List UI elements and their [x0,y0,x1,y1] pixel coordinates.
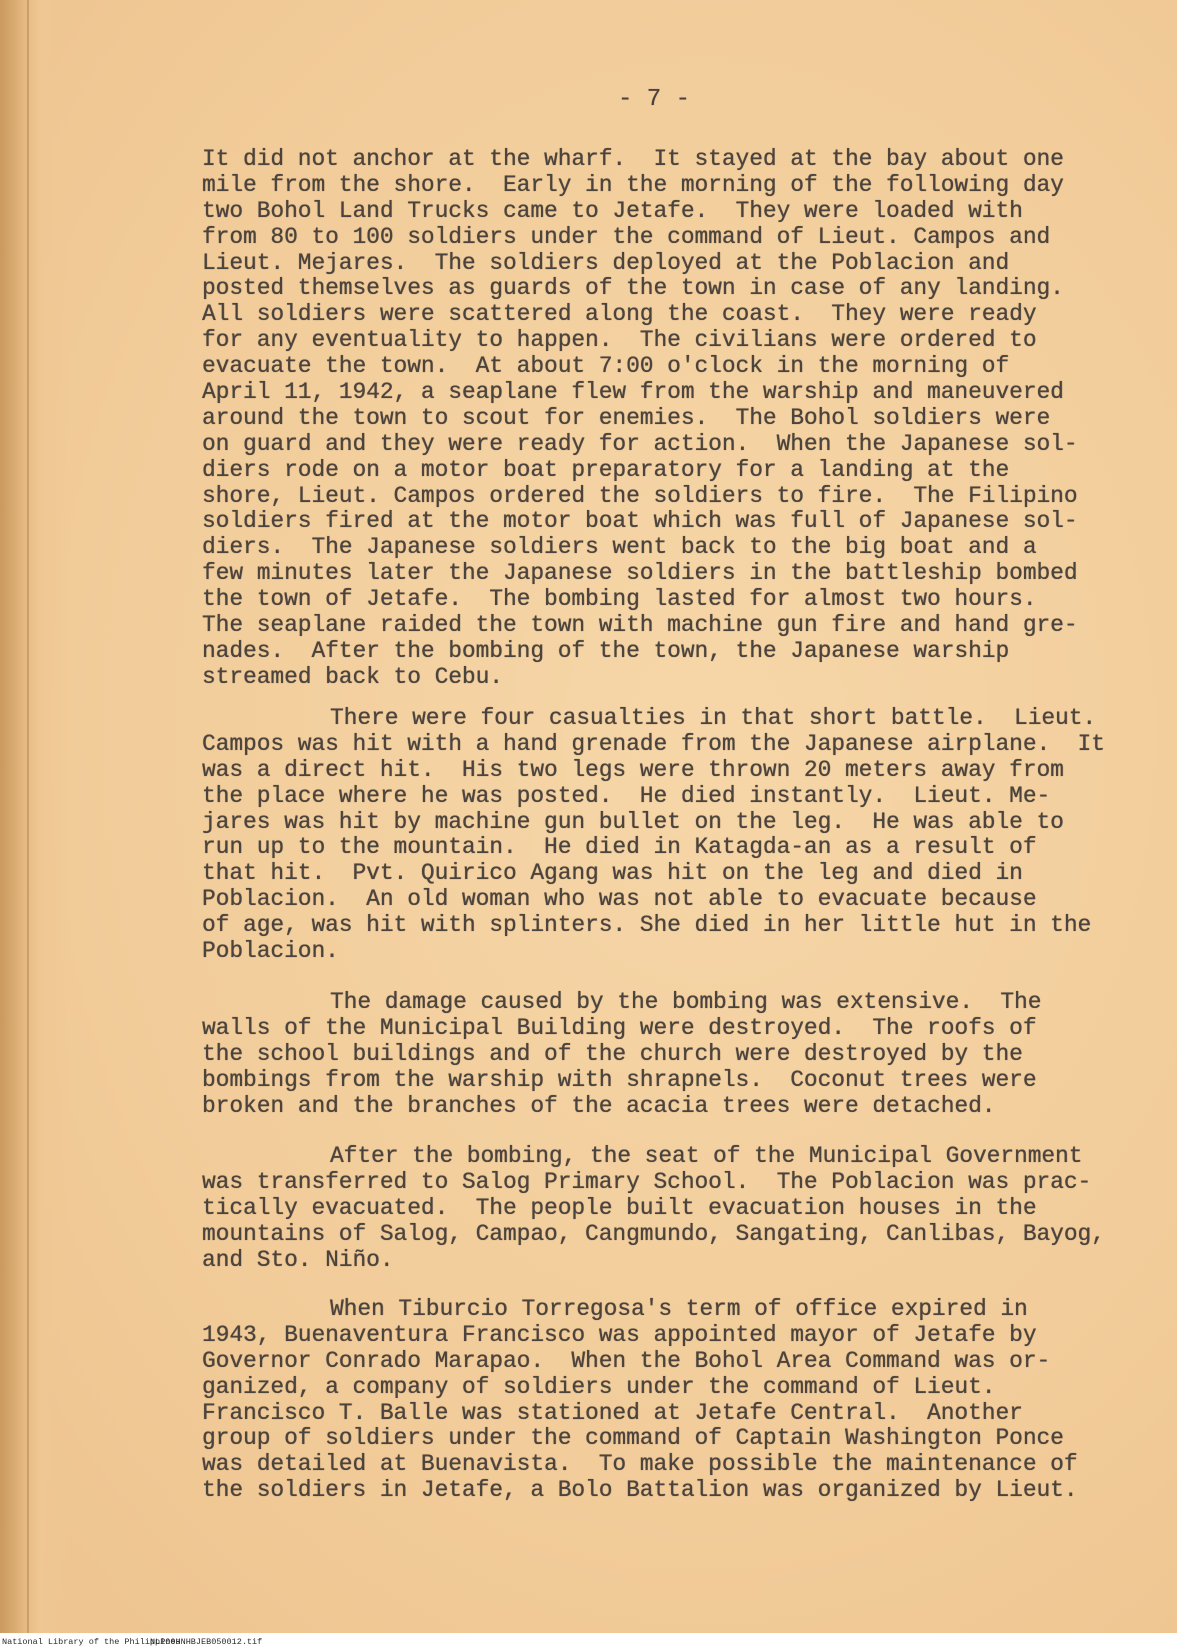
text-line: run up to the mountain. He died in Katagda-an as a result of [202,834,1037,861]
text-line: ganized, a company of soldiers under the command of Lieut. [202,1373,996,1400]
text-line: Lieut. Mejares. The soldiers deployed at the Poblacion and [202,249,1010,276]
text-line: All soldiers were scattered along the coast. They were ready [202,301,1037,328]
text-line: shore, Lieut. Campos ordered the soldiers to fire. The Filipino [202,482,1078,509]
footer-file-name: NLP00HNHBJEB050012.tif [150,1637,263,1647]
text-line: The seaplane raided the town with machine gun fire and hand gre- [202,612,1078,639]
text-line: on guard and they were ready for action. When the Japanese sol- [202,430,1078,457]
text-line: Francisco T. Balle was stationed at Jetafe Central. Another [202,1399,1023,1426]
text-line: jares was hit by machine gun bullet on the leg. He was able to [202,808,1064,835]
text-line: evacuate the town. At about 7:00 o'clock in the morning of [202,353,1010,380]
text-line: mile from the shore. Early in the morning of the following day [202,171,1064,198]
text-line: walls of the Municipal Building were destroyed. The roofs of [202,1014,1037,1041]
text-line: group of soldiers under the command of Captain Washington Ponce [202,1425,1064,1452]
text-line: two Bohol Land Trucks came to Jetafe. They were loaded with [202,197,1023,224]
binding-edge [27,0,29,1633]
paragraph-4 [202,1144,1142,1273]
text-line: posted themselves as guards of the town in case of any landing. [202,275,1064,302]
text-line: 1943, Buenaventura Francisco was appointed mayor of Jetafe by [202,1321,1037,1348]
text-line: nades. After the bombing of the town, the Japanese warship [202,637,1010,664]
page-number: - 7 - [618,86,691,113]
text-line: was detailed at Buenavista. To make possible the maintenance of [202,1451,1078,1478]
text-line: Poblacion. An old woman who was not able to evacuate because [202,886,1037,913]
text-line: When Tiburcio Torregosa's term of office expired in [330,1296,1028,1322]
text-line: the town of Jetafe. The bombing lasted for almost two hours. [202,586,1037,613]
text-line: few minutes later the Japanese soldiers in the battleship bombed [202,560,1078,587]
text-line: for any eventuality to happen. The civilians were ordered to [202,327,1037,354]
text-line: the place where he was posted. He died instantly. Lieut. Me- [202,782,1051,809]
text-line: bombings from the warship with shrapnels. Coconut trees were [202,1066,1037,1093]
text-line: There were four casualties in that short battle. Lieut. [330,705,1097,731]
text-line: Poblacion. [202,938,339,965]
text-line: broken and the branches of the acacia trees were detached. [202,1092,996,1119]
paragraph-5 [202,1297,1142,1504]
text-line: The damage caused by the bombing was extensive. The [330,989,1042,1015]
paragraph-2 [202,706,1142,965]
text-line: soldiers fired at the motor boat which was full of Japanese sol- [202,508,1078,535]
paragraph-1 [202,147,1142,691]
text-line: Governor Conrado Marapao. When the Bohol Area Command was or- [202,1347,1051,1374]
text-line: After the bombing, the seat of the Municipal Government [330,1143,1083,1169]
footer-library-credit: National Library of the Philippines [2,1637,181,1647]
paragraph-3 [202,990,1142,1119]
text-line: was transferred to Salog Primary School. The Poblacion was prac- [202,1168,1092,1195]
text-line: April 11, 1942, a seaplane flew from the warship and maneuvered [202,379,1064,406]
text-line: that hit. Pvt. Quirico Agang was hit on the leg and died in [202,860,1023,887]
text-line: diers. The Japanese soldiers went back to the big boat and a [202,534,1037,561]
text-line: was a direct hit. His two legs were thrown 20 meters away from [202,756,1064,783]
text-line: of age, was hit with splinters. She died in her little hut in the [202,912,1092,939]
text-line: Campos was hit with a hand grenade from the Japanese airplane. It [202,730,1105,757]
text-line: from 80 to 100 soldiers under the command of Lieut. Campos and [202,223,1051,250]
text-line: and Sto. Niño. [202,1246,394,1273]
text-line: diers rode on a motor boat preparatory for a landing at the [202,456,1010,483]
text-line: tically evacuated. The people built evacuation houses in the [202,1194,1037,1221]
text-line: the school buildings and of the church were destroyed by the [202,1040,1023,1067]
text-line: around the town to scout for enemies. The Bohol soldiers were [202,404,1051,431]
text-line: the soldiers in Jetafe, a Bolo Battalion was organized by Lieut. [202,1477,1078,1504]
text-line: streamed back to Cebu. [202,663,503,690]
text-line: It did not anchor at the wharf. It stayed at the bay about one [202,146,1064,172]
text-line: mountains of Salog, Campao, Cangmundo, Sangating, Canlibas, Bayog, [202,1220,1105,1247]
